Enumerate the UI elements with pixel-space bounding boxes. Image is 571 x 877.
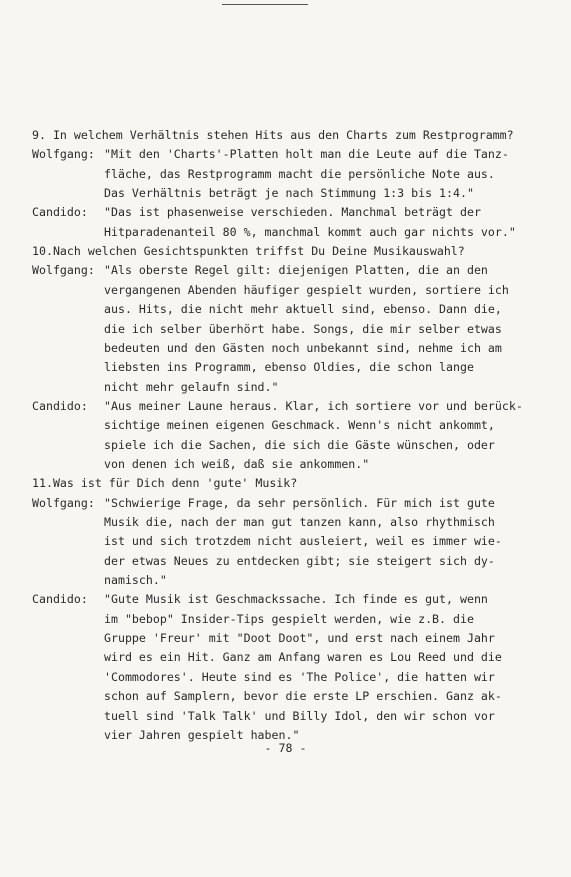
answer-line: wird es ein Hit. Ganz am Anfang waren es Lou Reed und die: [104, 650, 502, 664]
answer-line: Musik die, nach der man gut tanzen kann, also rhythmisch: [104, 515, 495, 529]
answer-line: im "bebop" Insider-Tips gespielt werden, wie z.B. die: [104, 612, 474, 626]
answer-line: vier Jahren gespielt haben.": [104, 728, 300, 742]
answer-line: 'Commodores'. Heute sind es 'The Police', die hatten wir: [104, 670, 495, 684]
answer-line: "Als oberste Regel gilt: diejenigen Platten, die an den: [104, 263, 488, 277]
answer-line: Das Verhältnis beträgt je nach Stimmung 1:3 bis 1:4.": [104, 186, 474, 200]
answer-line: Gruppe 'Freur' mit "Doot Doot", und erst nach einem Jahr: [104, 631, 495, 645]
answer-line: schon auf Samplern, bevor die erste LP erschien. Ganz ak-: [104, 689, 502, 703]
answer-line: "Gute Musik ist Geschmackssache. Ich finde es gut, wenn: [104, 592, 488, 606]
answer-line: ist und sich trotzdem nicht ausleiert, weil es immer wie-: [104, 534, 502, 548]
answer-line: "Mit den 'Charts'-Platten holt man die Leute auf die Tanz-: [104, 147, 509, 161]
speaker-label: Wolfgang:: [32, 147, 95, 161]
answer-line: liebsten ins Programm, ebenso Oldies, die schon lange: [104, 360, 474, 374]
question-line: 11.Was ist für Dich denn 'gute' Musik?: [32, 476, 298, 490]
answer-line: die ich selber überhört habe. Songs, die mir selber etwas: [104, 322, 502, 336]
answer-line: sichtige meinen eigenen Geschmack. Wenn's nicht ankommt,: [104, 418, 495, 432]
answer-line: vergangenen Abenden häufiger gespielt wurden, sortiere ich: [104, 283, 509, 297]
answer-line: "Das ist phasenweise verschieden. Manchmal beträgt der: [104, 205, 481, 219]
answer-line: namisch.": [104, 573, 167, 587]
speaker-label: Wolfgang:: [32, 496, 95, 510]
speaker-label: Wolfgang:: [32, 263, 95, 277]
answer-line: "Schwierige Frage, da sehr persönlich. Für mich ist gute: [104, 496, 495, 510]
answer-line: "Aus meiner Laune heraus. Klar, ich sortiere vor und berück-: [104, 399, 523, 413]
page-number: - 78 -: [264, 741, 307, 755]
speaker-label: Candido:: [32, 205, 88, 219]
answer-line: Hitparadenanteil 80 %, manchmal kommt auch gar nichts vor.": [104, 225, 516, 239]
answer-line: der etwas Neues zu entdecken gibt; sie steigert sich dy-: [104, 554, 495, 568]
answer-line: aus. Hits, die nicht mehr aktuell sind, ebenso. Dann die,: [104, 302, 502, 316]
answer-line: nicht mehr gelaufn sind.": [104, 380, 279, 394]
speaker-label: Candido:: [32, 399, 88, 413]
answer-line: fläche, das Restprogramm macht die persönliche Note aus.: [104, 167, 495, 181]
answer-line: bedeuten und den Gästen noch unbekannt sind, nehme ich am: [104, 341, 502, 355]
answer-line: tuell sind 'Talk Talk' und Billy Idol, den wir schon vor: [104, 709, 495, 723]
answer-line: von denen ich weiß, daß sie ankommen.": [104, 457, 370, 471]
answer-line: spiele ich die Sachen, die sich die Gäste wünschen, oder: [104, 438, 495, 452]
question-line: 9. In welchem Verhältnis stehen Hits aus den Charts zum Restprogramm?: [32, 128, 514, 142]
question-line: 10.Nach welchen Gesichtspunkten triffst Du Deine Musikauswahl?: [32, 244, 465, 258]
speaker-label: Candido:: [32, 592, 88, 606]
